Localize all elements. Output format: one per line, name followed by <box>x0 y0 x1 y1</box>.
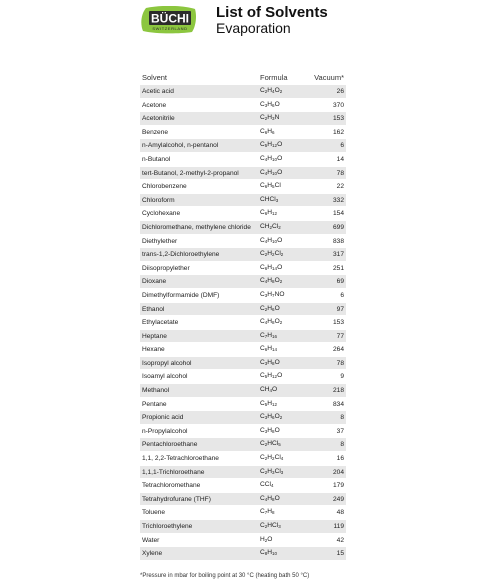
column-header-formula: Formula <box>260 73 288 82</box>
solvent-name: Diisopropylether <box>142 264 190 272</box>
solvent-vacuum: 6 <box>340 142 344 150</box>
solvent-name: trans-1,2-Dichloroethylene <box>142 251 220 259</box>
table-row <box>140 438 346 452</box>
solvent-name: Benzene <box>142 128 169 136</box>
table-row <box>140 248 346 262</box>
solvent-name: Pentane <box>142 400 167 408</box>
table-row <box>140 547 346 561</box>
page-title: List of Solvents <box>216 4 328 21</box>
solvent-vacuum: 249 <box>332 495 344 503</box>
solvent-name: Trichloroethylene <box>142 523 193 530</box>
column-header-vacuum: Vacuum* <box>314 73 344 82</box>
solvent-vacuum: 370 <box>332 101 344 109</box>
solvent-name: Acetone <box>142 101 167 109</box>
solvent-formula: $C_5H_{12}O$ <box>260 141 283 149</box>
solvent-vacuum: 179 <box>332 482 344 490</box>
solvent-formula: $C_4H_{10}O$ <box>260 168 283 176</box>
solvent-formula: $C_8H_{10}$ <box>260 549 278 557</box>
table-row <box>140 167 346 181</box>
solvent-name: Ethylacetate <box>142 319 179 327</box>
table-row <box>140 493 346 507</box>
solvent-vacuum: 251 <box>332 264 344 272</box>
title-block <box>216 5 328 36</box>
solvent-vacuum: 9 <box>340 373 344 381</box>
table-row <box>140 343 346 357</box>
solvent-name: Methanol <box>142 387 170 395</box>
solvent-name: Diethylether <box>142 237 178 245</box>
solvent-name: Chlorobenzene <box>142 183 187 191</box>
solvent-name: Tetrahydrofurane (THF) <box>142 495 211 503</box>
solvent-vacuum: 8 <box>340 441 344 449</box>
solvent-name: n-Butanol <box>142 155 171 163</box>
footnote: *Pressure in mbar for boiling point at 30 °C (heating bath 50 °C) <box>140 573 310 579</box>
table-row <box>140 235 346 249</box>
table-body <box>140 85 346 561</box>
table-row <box>140 303 346 317</box>
solvent-vacuum: 154 <box>332 210 344 218</box>
solvent-name: Xylene <box>142 550 163 558</box>
solvent-name: Acetic acid <box>142 88 174 95</box>
table-row <box>140 221 346 235</box>
table-row <box>140 207 346 221</box>
table-row <box>140 411 346 425</box>
solvent-vacuum: 37 <box>336 427 344 435</box>
solvent-name: Isopropyl alcohol <box>142 359 192 367</box>
table-row <box>140 180 346 194</box>
solvent-name: Chloroform <box>142 196 175 204</box>
solvent-formula: $C_3H_8O$ <box>260 426 280 434</box>
solvent-formula: $C_6H_{12}$ <box>260 209 278 217</box>
table-row <box>140 316 346 330</box>
table-row <box>140 289 346 303</box>
solvent-name: Isoamyl alcohol <box>142 373 188 381</box>
solvent-formula: $C_7H_8$ <box>260 508 275 516</box>
solvent-formula: $C_4H_{10}O$ <box>260 154 283 162</box>
solvent-name: Propionic acid <box>142 414 184 422</box>
logo-text: BÜCHI <box>151 11 189 26</box>
solvent-name: Dimethylformamide (DMF) <box>142 291 220 299</box>
solvent-vacuum: 26 <box>336 88 344 95</box>
buchi-logo <box>140 6 198 34</box>
solvent-vacuum: 77 <box>336 332 344 340</box>
solvent-formula: $C_2H_4O_2$ <box>260 87 283 94</box>
column-header-solvent: Solvent <box>142 73 168 82</box>
solvent-vacuum: 317 <box>332 251 344 259</box>
table-row <box>140 85 346 99</box>
table-row <box>140 398 346 412</box>
table-row <box>140 153 346 167</box>
solvent-name: Cyclohexane <box>142 210 181 218</box>
solvent-name: 1,1, 2,2-Tetrachloroethane <box>142 455 219 463</box>
solvent-vacuum: 218 <box>332 387 344 395</box>
table-row <box>140 479 346 493</box>
solvent-formula: $C_4H_8O$ <box>260 494 280 502</box>
table-row <box>140 357 346 371</box>
table-row <box>140 520 346 534</box>
solvent-formula: $C_3H_7NO$ <box>260 290 285 298</box>
solvent-formula: $C_2H_2Cl_4$ <box>260 454 284 462</box>
solvent-formula: $C_3H_6O_2$ <box>260 413 283 421</box>
solvent-name: Dichloromethane, methylene chloride <box>142 223 251 231</box>
solvent-name: Hexane <box>142 346 165 354</box>
solvent-name: Pentachloroethane <box>142 441 198 449</box>
solvent-vacuum: 15 <box>336 550 344 558</box>
solvent-formula: $C_2HCl_5$ <box>260 440 281 448</box>
solvent-formula: $C_2H_2Cl_2$ <box>260 250 284 258</box>
solvent-formula: $C_5H_{12}O$ <box>260 372 283 380</box>
table-row <box>140 466 346 480</box>
solvent-vacuum: 834 <box>332 400 344 408</box>
solvent-name: Tetrachloromethane <box>142 482 201 490</box>
solvent-formula: CCl$_4$ <box>260 481 274 489</box>
table-row <box>140 126 346 140</box>
solvent-formula: $H_2O$ <box>260 535 273 543</box>
solvent-vacuum: 162 <box>332 128 344 136</box>
table-row <box>140 506 346 520</box>
solvent-vacuum: 69 <box>336 278 344 286</box>
buchi-logo-mark <box>140 6 198 34</box>
table-row <box>140 370 346 384</box>
solvent-name: n-Propylalcohol <box>142 427 188 435</box>
solvent-formula: $CH_2Cl_2$ <box>260 222 281 230</box>
solvent-name: Water <box>142 536 160 544</box>
solvent-name: 1,1,1-Trichloroethane <box>142 468 205 476</box>
solvents-table <box>140 72 346 561</box>
solvent-vacuum: 78 <box>336 359 344 367</box>
logo-subtext: SWITZERLAND <box>152 26 188 31</box>
table-row <box>140 112 346 126</box>
solvent-formula: $C_4H_{10}O$ <box>260 236 283 244</box>
table-header <box>140 72 346 84</box>
solvent-formula: $C_2H_3N$ <box>260 114 280 122</box>
table-row <box>140 275 346 289</box>
solvent-vacuum: 48 <box>336 509 344 517</box>
solvent-vacuum: 22 <box>336 183 344 191</box>
solvent-formula: $C_6H_5Cl$ <box>260 182 281 190</box>
solvent-vacuum: 78 <box>336 169 344 177</box>
solvent-vacuum: 8 <box>340 414 344 422</box>
solvent-formula: $C_4H_8O_2$ <box>260 277 283 285</box>
solvent-name: tert-Butanol, 2-methyl-2-propanol <box>142 169 239 177</box>
table-row <box>140 425 346 439</box>
solvent-formula: $C_5H_{12}$ <box>260 399 278 407</box>
table-row <box>140 99 346 113</box>
solvent-formula: $C_2H_6O$ <box>260 304 280 312</box>
solvent-vacuum: 6 <box>340 291 344 299</box>
solvent-formula: CHCl$_3$ <box>260 195 279 203</box>
solvent-vacuum: 119 <box>333 523 344 530</box>
table-row <box>140 534 346 548</box>
solvent-name: Ethanol <box>142 305 165 313</box>
solvent-vacuum: 332 <box>332 196 344 204</box>
solvent-name: Toluene <box>142 509 166 517</box>
solvent-vacuum: 14 <box>336 155 344 163</box>
table-row <box>140 262 346 276</box>
solvent-formula: $CH_4O$ <box>260 386 278 394</box>
solvent-formula: $C_7H_{16}$ <box>260 331 278 339</box>
solvent-formula: $C_6H_{14}O$ <box>260 263 283 271</box>
solvent-vacuum: 16 <box>336 455 344 463</box>
solvent-vacuum: 153 <box>332 319 344 327</box>
solvent-formula: $C_2HCl_3$ <box>260 522 281 529</box>
solvent-vacuum: 204 <box>332 468 344 476</box>
page-subtitle: Evaporation <box>216 20 291 36</box>
solvent-formula: $C_6H_6$ <box>260 127 275 135</box>
table-row <box>140 384 346 398</box>
solvent-name: Acetonitrile <box>142 115 175 123</box>
solvent-name: Heptane <box>142 332 167 340</box>
solvent-vacuum: 42 <box>336 536 344 544</box>
solvent-name: Dioxane <box>142 278 167 286</box>
solvent-vacuum: 838 <box>332 237 344 245</box>
solvent-vacuum: 699 <box>332 223 344 231</box>
solvent-name: n-Amylalcohol, n-pentanol <box>142 142 219 150</box>
solvent-formula: $C_3H_6O$ <box>260 100 280 108</box>
solvent-vacuum: 264 <box>332 346 344 354</box>
table-row <box>140 330 346 344</box>
table-row <box>140 139 346 153</box>
solvent-formula: $C_6H_{14}$ <box>260 345 278 353</box>
table-row <box>140 194 346 208</box>
table-row <box>140 452 346 466</box>
solvent-vacuum: 153 <box>332 115 344 123</box>
solvent-vacuum: 97 <box>336 305 344 313</box>
solvent-formula: $C_4H_8O_2$ <box>260 318 283 326</box>
solvent-formula: $C_3H_8O$ <box>260 358 280 366</box>
solvent-formula: $C_2H_3Cl_3$ <box>260 467 284 475</box>
